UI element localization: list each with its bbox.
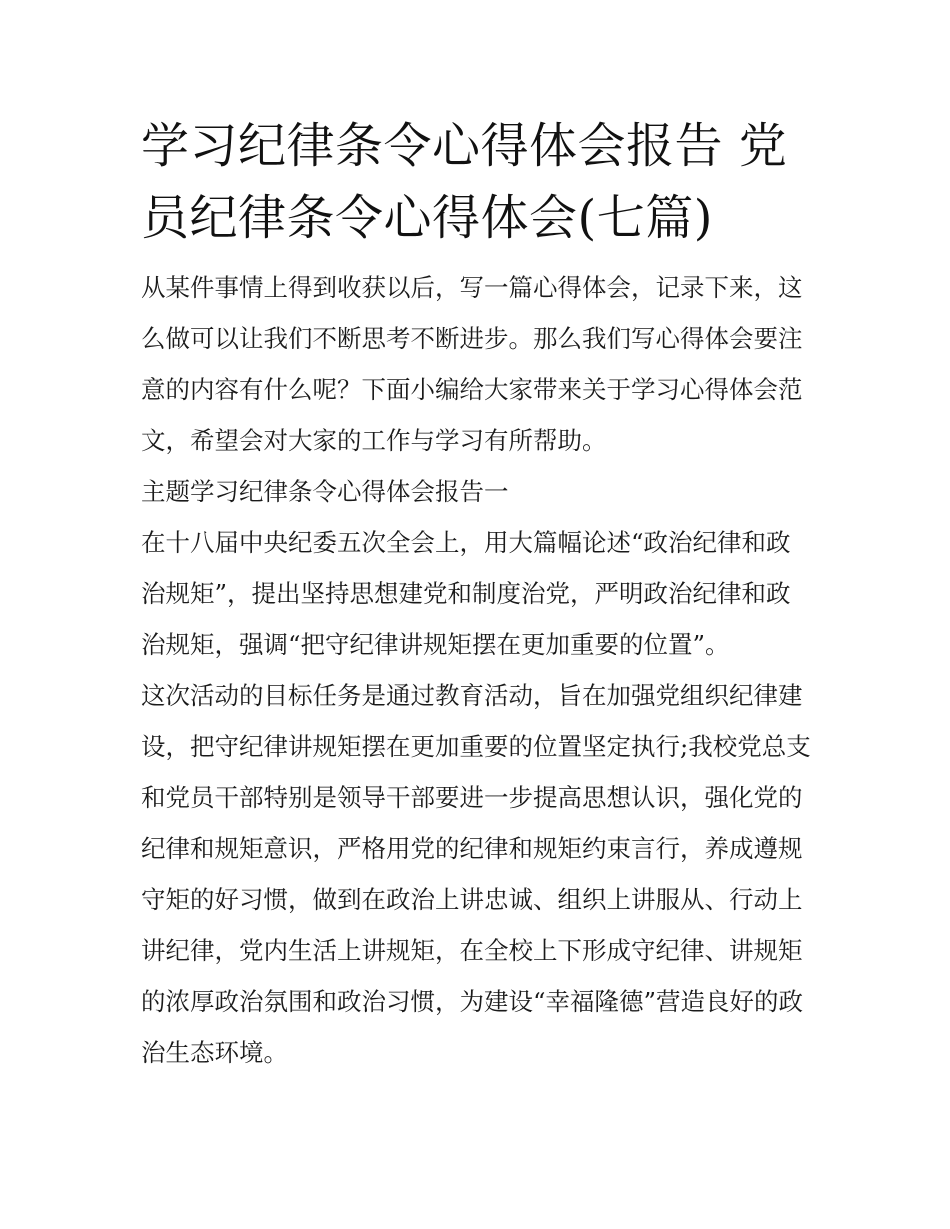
body-paragraph: 在十八届中央纪委五次全会上，用大篇幅论述“政治纪律和政治规矩”，提出坚持思想建党和制度治党，严明政治纪律和政治规矩，强调“把守纪律讲规矩摆在更加重要的位置”。 bbox=[141, 528, 791, 659]
document-title: 学习纪律条令心得体会报告 党员纪律条令心得体会(七篇) bbox=[141, 118, 788, 246]
intro-paragraph: 从某件事情上得到收获以后，写一篇心得体会，记录下来，这么做可以让我们不断思考不断进步。那么我们写心得体会要注意的内容有什么呢？下面小编给大家带来关于学习心得体会范文，希望会对大家的工作与学习有所帮助。 bbox=[141, 273, 803, 455]
document-body bbox=[141, 110, 813, 1078]
section-heading: 主题学习纪律条令心得体会报告一 bbox=[141, 477, 509, 506]
body-paragraph: 这次活动的目标任务是通过教育活动，旨在加强党组织纪律建设，把守纪律讲规矩摆在更加重要的位置坚定执行;我校党总支和党员干部特别是领导干部要进一步提高思想认识，强化党的纪律和规矩意识，严格用党的纪律和规矩约束言行，养成遵规守矩的好习惯，做到在政治上讲忠诚、组织上讲服从、行动上讲纪律，党内生活上讲规矩，在全校上下形成守纪律、讲规矩的浓厚政治氛围和政治习惯，为建设“幸福隆德”营造良好的政治生态环境。 bbox=[141, 681, 811, 1067]
